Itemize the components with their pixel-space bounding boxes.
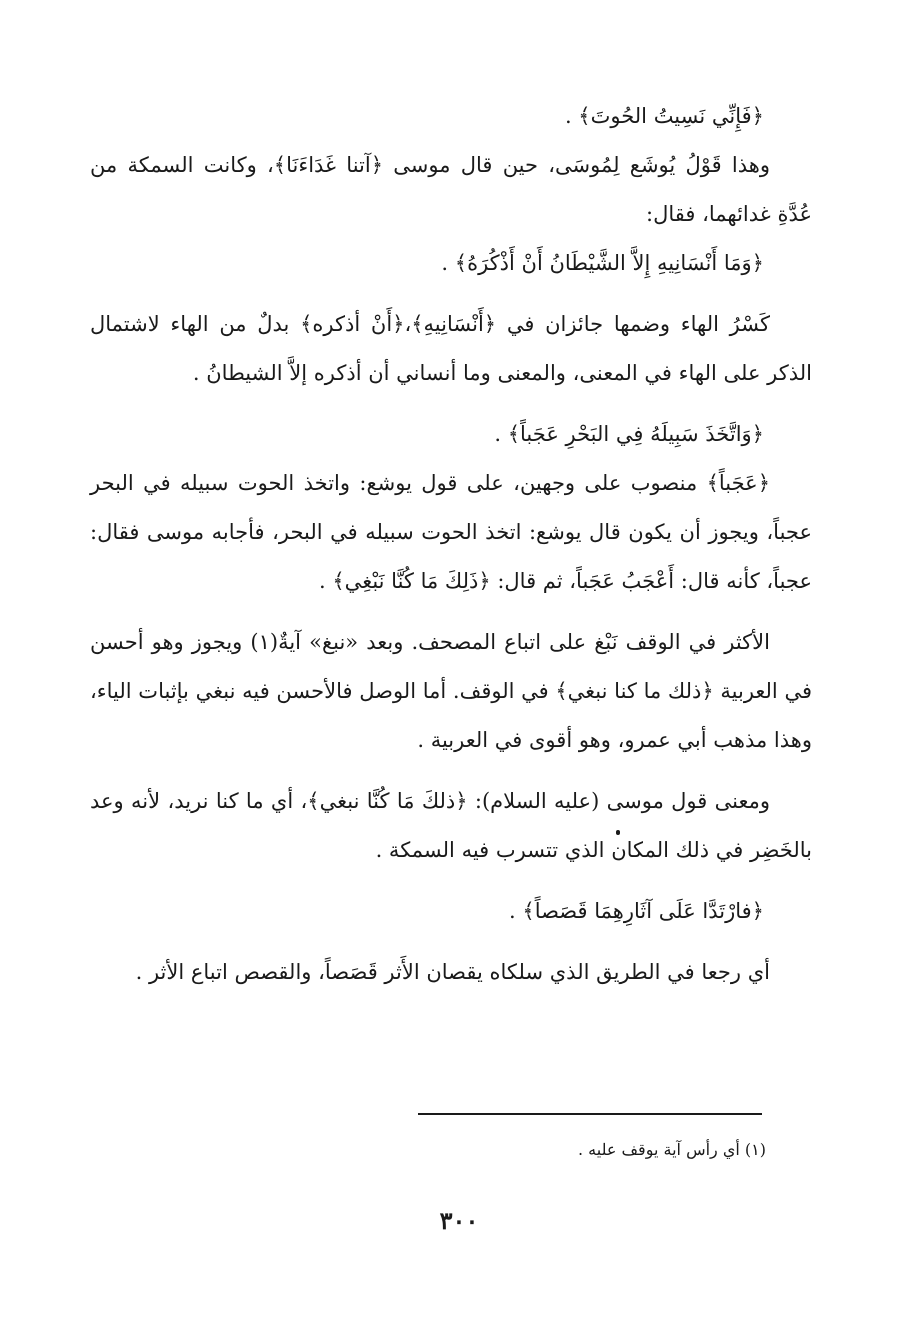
footnote: (١) أي رأس آية يوقف عليه . — [577, 1140, 766, 1159]
quran-verse-4: ﴿فارْتَدَّا عَلَى آثَارِهِمَا قَصَصاً﴾ . — [509, 899, 764, 923]
paragraph-1: وهذا قَوْلُ يُوشَع لِمُوسَى، حين قال موسى ﴿آتنا غَدَاءَنَا﴾، وكانت السمكة من عُدَّةِ غدائهما، فقال: — [90, 153, 812, 226]
paragraph-4: الأكثر في الوقف نَبْغ على اتباع المصحف. وبعد «نبغ» آيةٌ(١) ويجوز وهو أحسن في العربية ﴿ذلك ما كنا نبغي﴾ في الوقف. أما الوصل فالأحسن فيه نبغي بإثبات الياء، وهذا مذهب أبي عمرو، وهو أقوى في العربية . — [90, 630, 812, 752]
ink-speck — [616, 830, 620, 835]
footnote-divider — [418, 1113, 762, 1115]
quran-verse-3: ﴿وَاتَّخَذَ سَبِيلَهُ فِي البَحْرِ عَجَباً﴾ . — [494, 422, 764, 446]
paragraph-6: أي رجعا في الطريق الذي سلكاه يقصان الأَثر قَصَصاً، والقصص اتباع الأثر . — [135, 960, 770, 984]
quran-verse-2: ﴿وَمَا أَنْسَانِيهِ إِلاَّ الشَّيْطَانُ أَنْ أَذْكُرَهُ﴾ . — [441, 251, 764, 275]
paragraph-2: كَسْرُ الهاء وضمها جائزان في ﴿أَنْسَانِيهِ﴾،﴿أَنْ أذكره﴾ بدلٌ من الهاء لاشتمال الذكر على الهاء في المعنى، والمعنى وما أنساني أن أذكره إلاَّ الشيطانُ . — [90, 312, 812, 385]
paragraph-3: ﴿عَجَباً﴾ منصوب على وجهين، على قول يوشع: واتخذ الحوت سبيله في البحر عجباً، ويجوز أن يكون قال يوشع: اتخذ الحوت سبيله في البحر، فأجابه موسى فقال: عجباً، كأنه قال: أَعْجَبُ عَجَباً، ثم قال: ﴿ذَلِكَ مَا كُنَّا نَبْغِي﴾ . — [90, 471, 812, 593]
page-number: ٣٠٠ — [439, 1206, 479, 1235]
quran-verse-1: ﴿فَإِنِّي نَسِيتُ الحُوتَ﴾ . — [564, 104, 764, 128]
main-text — [90, 92, 812, 997]
paragraph-5: ومعنى قول موسى (عليه السلام): ﴿ذلكَ مَا كُنَّا نبغي﴾، أي ما كنا نريد، لأنه وعد بالخَضِر في ذلك المكان الذي تتسرب فيه السمكة . — [90, 789, 812, 862]
